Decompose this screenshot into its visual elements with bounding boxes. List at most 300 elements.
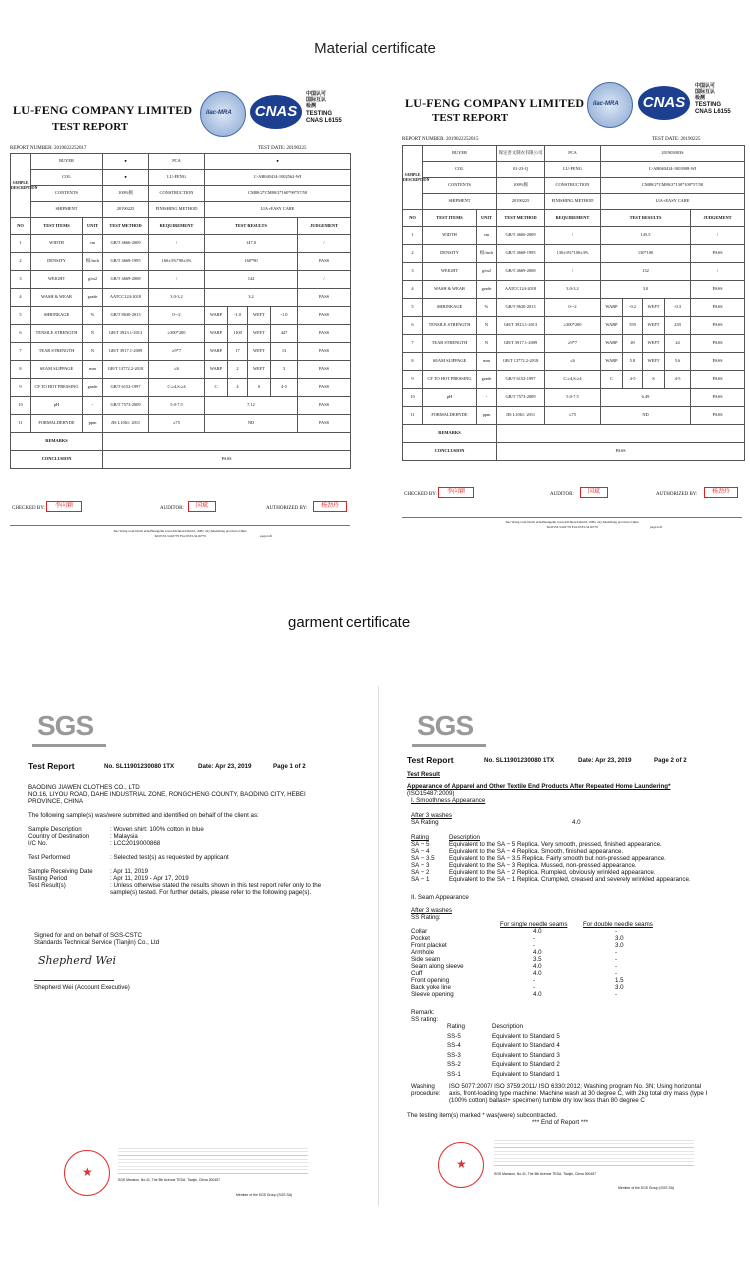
info-value: : Woven shirt: 100% cotton in blue: [110, 826, 204, 833]
row-test-item: TENSILE STRENGTH: [31, 325, 83, 343]
construction-value: CM80/2*CM80/2*130*100*57/58: [601, 178, 745, 194]
info-value: : Unless otherwise stated the results shown in this test report refer only to the: [110, 882, 322, 889]
test-results-header: TEST RESULTS: [601, 210, 691, 227]
row-judgement: PASS: [298, 253, 351, 271]
row-result: 7.12: [205, 397, 298, 415]
row-unit: N: [83, 343, 103, 361]
seam-double-value: 3.0: [615, 935, 624, 942]
row-no: 11: [11, 415, 31, 433]
info-key: Sample Description: [28, 826, 82, 833]
contents-value: 100%棉: [103, 186, 149, 202]
row-test-item: SHRINKAGE: [423, 299, 477, 317]
row-requirement: 5.0-7.5: [545, 389, 601, 407]
row-test-item: SEAM SLIPPAGE: [423, 353, 477, 371]
requirement-header: REQUIREMENT: [149, 218, 205, 235]
row-result: 3.0: [601, 281, 691, 299]
conclusion-label: CONCLUSION: [403, 443, 497, 461]
table-row: [403, 263, 745, 281]
row-no: 5: [403, 299, 423, 317]
row-test-item: TEAR STRENGTH: [423, 335, 477, 353]
seam-single-value: 4.0: [533, 949, 542, 956]
fine-print: [494, 1140, 694, 1166]
row-requirement: ≥300*200: [545, 317, 601, 335]
shipment-label: SHIPMENT: [423, 194, 497, 210]
conclusion-value: PASS: [497, 443, 745, 461]
row-judgement: /: [298, 235, 351, 253]
row-result: ND: [205, 415, 298, 433]
checked-by-label: CHECKED BY:: [404, 492, 437, 497]
auditor-label: AUDITOR:: [160, 506, 184, 511]
row-test-item: SHRINKAGE: [31, 307, 83, 325]
row-result-part: 559: [623, 317, 643, 335]
row-requirement: ≤75: [545, 407, 601, 425]
test-items-header: TEST ITEMS: [423, 210, 477, 227]
section-smoothness: I. Smoothness Appearance: [411, 797, 486, 804]
row-no: 7: [11, 343, 31, 361]
row-judgement: PASS: [691, 245, 745, 263]
row-judgement: PASS: [298, 325, 351, 343]
row-result-part: 4: [228, 379, 248, 397]
seam-single-value: -: [533, 935, 536, 942]
row-result-part: 1100: [228, 325, 248, 343]
row-no: 10: [11, 397, 31, 415]
row-unit: mm: [477, 353, 497, 371]
row-result-part: WARP: [205, 343, 228, 361]
row-result-part: 447: [271, 325, 298, 343]
sa-description: Equivalent to the SA − 4 Replica. Smooth, finished appearance.: [449, 848, 624, 855]
intro-text: The following sample(s) was/were submitted and identified on behalf of the client as:: [28, 812, 259, 819]
row-result-part: WARP: [601, 299, 623, 317]
requirement-header: REQUIREMENT: [545, 210, 601, 227]
client-address-line-2: PROVINCE, CHINA: [28, 798, 84, 805]
judgement-header: JUDGEMENT: [691, 210, 745, 227]
row-test-item: FORMALDEHYDE: [31, 415, 83, 433]
judgement-header: JUDGEMENT: [298, 218, 351, 235]
row-judgement: PASS: [298, 379, 351, 397]
sgs-logo: SGS: [417, 710, 474, 741]
ss-rating: SS-1: [447, 1070, 461, 1078]
row-method: GB/T 7573-2009: [497, 389, 545, 407]
row-requirement: ≤75: [149, 415, 205, 433]
footer-address: SGS Mansion, No.41, The 5th Avenue TEDA, Tianjin, China 300457: [118, 1178, 220, 1182]
seam-double-value: -: [615, 970, 618, 977]
subcontract-note: The testing item(s) marked * was(were) subcontracted.: [407, 1112, 558, 1119]
row-test-item: CF TO HOT PRESSING: [31, 379, 83, 397]
sa-rating-label: SA Rating: [411, 819, 439, 826]
test-items-header: TEST ITEMS: [31, 218, 83, 235]
sample-description-label: SAMPLE DESCRIPTION: [11, 154, 31, 218]
row-requirement: 3.0-3.2: [545, 281, 601, 299]
row-result-part: -1.0: [271, 307, 298, 325]
cert-en-label: TESTING CNAS L6155: [306, 111, 342, 124]
signer-name: Shepherd Wei (Account Executive): [34, 984, 130, 991]
row-test-item: DENSITY: [31, 253, 83, 271]
row-requirement: /: [149, 271, 205, 289]
row-result-part: -0.3: [665, 299, 691, 317]
row-judgement: /: [298, 271, 351, 289]
row-result-part: S: [248, 379, 271, 397]
sa-rating: SA − 4: [411, 848, 430, 855]
ss-rating-sub-label: SS rating:: [411, 1016, 439, 1023]
remarks-value: [497, 425, 745, 443]
row-test-item: TEAR STRENGTH: [31, 343, 83, 361]
info-key: Test Result(s): [28, 882, 66, 889]
row-result-part: 4-5: [623, 371, 643, 389]
report-date: Date: Apr 23, 2019: [578, 757, 632, 764]
construction-value: CM80/2*CM80/2*160*90*57/58: [205, 186, 351, 202]
row-requirement: 130±3%*100±3%: [545, 245, 601, 263]
row-result-part: 3: [271, 361, 298, 379]
row-judgement: PASS: [691, 389, 745, 407]
lufeng-value: C-AB040414-1002562-WI: [205, 170, 351, 186]
row-result-part: 13: [271, 343, 298, 361]
row-unit: grade: [477, 281, 497, 299]
finishing-label: FINISHING METHOD: [149, 202, 205, 218]
row-result-part: WARP: [601, 353, 623, 371]
row-result: 3.2: [205, 289, 298, 307]
row-result-part: WARP: [205, 361, 228, 379]
description-header: Description: [449, 834, 480, 841]
row-result-part: WEFT: [643, 335, 665, 353]
conclusion-value: PASS: [103, 451, 351, 469]
row-judgement: PASS: [298, 343, 351, 361]
info-value: : Apr 11, 2019: [110, 868, 149, 875]
ilac-mra-logo: ilac-MRA: [587, 82, 633, 128]
table-row: [11, 253, 351, 271]
ss-description: Equivalent to Standard 2: [492, 1061, 560, 1068]
washing-line-3: (100% cotton) ballast+ specimen) tumble dry low less than 80 degree C: [449, 1097, 645, 1104]
row-judgement: PASS: [691, 371, 745, 389]
col-value: 01-23-Q: [497, 162, 545, 178]
construction-label: CONSTRUCTION: [545, 178, 601, 194]
row-method: AATCC124-2018: [497, 281, 545, 299]
seam-double-value: 1.5: [615, 977, 624, 984]
contents-label: CONTENTS: [31, 186, 103, 202]
row-no: 10: [403, 389, 423, 407]
seam-single-value: 3.5: [533, 956, 542, 963]
seam-name: Back yoke line: [411, 984, 451, 991]
row-method: GB/T 3917.1-2009: [103, 343, 149, 361]
sa-description: Equivalent to the SA − 3.5 Replica. Fairly smooth but non-pressed appearance.: [449, 855, 666, 862]
unit-header: UNIT: [477, 210, 497, 227]
shipment-value: 20190225: [103, 202, 149, 218]
member-note: Member of the SGS Group (SGS SA): [236, 1193, 293, 1197]
finishing-value: LIA+EASY CARE: [601, 194, 745, 210]
col-value: ●: [103, 170, 149, 186]
ss-rating: Rating: [447, 1023, 465, 1030]
iso-standard: (ISO15487:2009): [407, 790, 455, 797]
seam-name: Pocket: [411, 935, 430, 942]
row-requirement: ≥300*200: [149, 325, 205, 343]
sgs-seal: ★: [64, 1150, 110, 1196]
row-method: GB/T 7573-2009: [103, 397, 149, 415]
table-row: [11, 361, 351, 379]
row-unit: grade: [477, 371, 497, 389]
seam-double-value: -: [615, 991, 618, 998]
page-number: page1of1: [260, 534, 273, 538]
row-result: 145.5: [601, 227, 691, 245]
sa-description: Equivalent to the SA − 2 Replica. Rumpled, obviously wrinkled appearance.: [449, 869, 656, 876]
sgs-logo: SGS: [37, 710, 94, 741]
no-header: NO: [11, 218, 31, 235]
cnas-logo: CNAS: [250, 95, 302, 129]
row-judgement: PASS: [298, 361, 351, 379]
pca-value: ●: [205, 154, 351, 170]
info-value: sample(s) tested. For further details, please refer to the following page(s).: [110, 889, 312, 896]
row-requirement: ≤6: [545, 353, 601, 371]
row-requirement: ≥9*7: [545, 335, 601, 353]
row-test-item: WASH & WEAR: [31, 289, 83, 307]
table-row: [11, 271, 351, 289]
row-unit: 根/inch: [477, 245, 497, 263]
row-result: 142: [205, 271, 298, 289]
row-unit: N: [477, 317, 497, 335]
remarks-value: [103, 433, 351, 451]
sa-rating-value: 4.0: [572, 819, 581, 826]
ilac-mra-logo: ilac-MRA: [200, 91, 246, 137]
table-row: [403, 407, 745, 425]
row-no: 2: [11, 253, 31, 271]
row-result-part: 5.6: [665, 353, 691, 371]
col-label: COL: [423, 162, 497, 178]
row-no: 11: [403, 407, 423, 425]
cert-cn-label: 中国认可 国际互认 检测: [695, 83, 716, 101]
finishing-value: LIA+EASY CARE: [205, 202, 351, 218]
sgs-report-page-2: [402, 710, 746, 1210]
sgs-seal: ★: [438, 1142, 484, 1188]
row-no: 8: [403, 353, 423, 371]
washing-label-2: procedure:: [411, 1090, 441, 1097]
row-no: 6: [403, 317, 423, 335]
row-unit: ppm: [83, 415, 103, 433]
row-no: 1: [11, 235, 31, 253]
row-unit: grade: [83, 289, 103, 307]
appearance-title: Appearance of Apparel and Other Textile End Products After Repeated Home Laundering*: [407, 783, 671, 790]
cert-cn-label: 中国认可 国际互认 检测: [306, 91, 327, 109]
row-unit: -: [477, 389, 497, 407]
row-method: GB/T 4669-2008: [497, 263, 545, 281]
row-judgement: PASS: [298, 307, 351, 325]
seam-double-value: 3.0: [615, 984, 624, 991]
ss-rating: SS-2: [447, 1061, 461, 1068]
row-requirement: 3.0-3.2: [149, 289, 205, 307]
test-table: [402, 145, 745, 461]
row-requirement: 160±3%*90±3%: [149, 253, 205, 271]
row-method: JIS L1061: 2011: [497, 407, 545, 425]
row-requirement: C:≥4,S:≥4: [149, 379, 205, 397]
ss-rating-label: SS Rating:: [411, 914, 441, 921]
conclusion-label: CONCLUSION: [11, 451, 103, 469]
row-result-part: WARP: [601, 317, 623, 335]
auditor-signature: 国斌: [188, 501, 216, 512]
signature: Shepherd Wei: [38, 954, 116, 967]
row-no: 5: [11, 307, 31, 325]
row-unit: grade: [83, 379, 103, 397]
footer-address: SGS Mansion, No.41, The 5th Avenue TEDA, Tianjin, China 300457: [494, 1172, 596, 1176]
row-method: GB/T 4666-2009: [497, 227, 545, 245]
footer-address: Jiao Wang road,North side,Huangzhu town,ZiChuan District, ZiBo city,ShanDong province,China: [505, 520, 639, 524]
seam-name: Seam along sleeve: [411, 963, 464, 970]
buyer-label: BUYER: [423, 146, 497, 162]
seam-name: Armhole: [411, 949, 435, 956]
row-method: GB/T 3917.1-2009: [497, 335, 545, 353]
sa-rating: SA − 2: [411, 869, 430, 876]
table-row: [403, 371, 745, 389]
row-method: GB/T 13772.2-2018: [497, 353, 545, 371]
footer-phone: Tel:0533-5416770 Fax:0533-5416770: [154, 534, 206, 538]
table-row: [403, 227, 745, 245]
row-result-part: WEFT: [248, 325, 271, 343]
row-result-part: -1.0: [228, 307, 248, 325]
row-judgement: PASS: [691, 407, 745, 425]
seam-single-value: -: [533, 984, 536, 991]
sa-rating: SA − 3: [411, 862, 430, 869]
row-unit: -: [83, 397, 103, 415]
table-row: [403, 299, 745, 317]
row-result-part: 24: [665, 335, 691, 353]
row-result-part: WEFT: [248, 343, 271, 361]
seam-double-value: -: [615, 949, 618, 956]
buyer-value: 保定善文制衣有限公司: [497, 146, 545, 162]
row-judgement: /: [691, 227, 745, 245]
row-result-part: WARP: [601, 335, 623, 353]
sa-description: Equivalent to the SA − 1 Replica. Crumpled, creased and severely wrinkled appearance.: [449, 876, 691, 883]
row-requirement: ≤6: [149, 361, 205, 379]
seam-single-value: 4.0: [533, 991, 542, 998]
row-result-part: WEFT: [643, 299, 665, 317]
row-requirement: C:≥4,S:≥4: [545, 371, 601, 389]
row-judgement: PASS: [691, 299, 745, 317]
seam-single-value: 4.0: [533, 970, 542, 977]
seam-name: Collar: [411, 928, 428, 935]
ss-description: Description: [492, 1023, 523, 1030]
table-row: [11, 397, 351, 415]
row-judgement: PASS: [298, 289, 351, 307]
single-needle-header: For single needle seams: [500, 921, 568, 928]
row-unit: cm: [83, 235, 103, 253]
footer-phone: Tel:0533-5416770 Fax:0533-5416770: [546, 525, 598, 529]
test-table: [10, 153, 351, 469]
auditor-label: AUDITOR:: [550, 492, 574, 497]
report-number: No. SL11901230080 1TX: [104, 763, 175, 770]
row-no: 4: [11, 289, 31, 307]
row-method: GB/T 3923.1-2013: [103, 325, 149, 343]
row-no: 3: [11, 271, 31, 289]
row-test-item: CF TO HOT PRESSING: [423, 371, 477, 389]
row-unit: g/m2: [477, 263, 497, 281]
row-result: 160*90: [205, 253, 298, 271]
report-title: Test Report: [407, 755, 454, 765]
row-requirement: 0~-2: [149, 307, 205, 325]
table-row: [11, 235, 351, 253]
row-result: ND: [601, 407, 691, 425]
row-requirement: /: [545, 263, 601, 281]
heading-garment: garment: [288, 614, 344, 631]
row-judgement: PASS: [298, 397, 351, 415]
info-key: Country of Destination: [28, 833, 90, 840]
material-report-left: [10, 85, 360, 545]
checked-by-signature: 李向颖: [46, 501, 82, 512]
contents-label: CONTENTS: [423, 178, 497, 194]
row-result-part: -0.2: [623, 299, 643, 317]
ss-rating: SS-5: [447, 1032, 461, 1040]
row-method: JIS L1061: 2011: [103, 415, 149, 433]
material-report-right: [402, 80, 747, 530]
row-requirement: 5.0-7.5: [149, 397, 205, 415]
info-key: Test Performed: [28, 854, 70, 861]
test-method-header: TEST METHOD: [497, 210, 545, 227]
section-seam: II. Seam Appearance: [411, 894, 469, 901]
report-number: No. SL11901230080 1TX: [484, 757, 555, 764]
row-no: 8: [11, 361, 31, 379]
after-washes-2: After 3 washes: [411, 907, 452, 914]
heading-certificate: certificate: [346, 614, 411, 631]
footer-address: Jiao Wang road,North side,Huangzhu town,ZiChuan District, ZiBo city,ShanDong province,China: [113, 529, 247, 533]
signed-line-2: Standards Technical Service (Tianjin) Co., Ltd: [34, 939, 160, 946]
row-unit: %: [477, 299, 497, 317]
row-unit: %: [83, 307, 103, 325]
info-value: : Apr 11, 2019 - Apr 17, 2019: [110, 875, 189, 882]
sa-rating: SA − 5: [411, 841, 430, 848]
row-method: GB/T 8630-2013: [497, 299, 545, 317]
seam-single-value: -: [533, 942, 536, 949]
row-result: 6.49: [601, 389, 691, 407]
row-test-item: SEAM SLIPPAGE: [31, 361, 83, 379]
row-test-item: pH: [31, 397, 83, 415]
remark-label: Remark:: [411, 1009, 435, 1016]
ss-rating: SS-3: [447, 1051, 461, 1059]
row-no: 9: [403, 371, 423, 389]
row-method: GB/T 13772.2-2018: [103, 361, 149, 379]
report-title: TEST REPORT: [52, 121, 129, 133]
buyer-label: BUYER: [31, 154, 103, 170]
seam-name: Sleeve opening: [411, 991, 454, 998]
shipment-label: SHIPMENT: [31, 202, 103, 218]
row-method: GB/T 4668-1995: [497, 245, 545, 263]
row-requirement: /: [149, 235, 205, 253]
buyer-value: ●: [103, 154, 149, 170]
remarks-label: REMARKS: [11, 433, 103, 451]
signed-line-1: Signed for and on behalf of SGS-CSTC: [34, 932, 142, 939]
double-needle-header: For double needle seams: [583, 921, 653, 928]
test-result-label: Test Result: [407, 771, 440, 778]
row-test-item: WIDTH: [423, 227, 477, 245]
row-no: 3: [403, 263, 423, 281]
row-no: 1: [403, 227, 423, 245]
table-row: [11, 415, 351, 433]
row-no: 6: [11, 325, 31, 343]
col-label: COL: [31, 170, 103, 186]
row-unit: 根/inch: [83, 253, 103, 271]
no-header: NO: [403, 210, 423, 227]
end-of-report: *** End of Report ***: [532, 1119, 589, 1126]
page-number: Page 2 of 2: [654, 757, 687, 764]
test-method-header: TEST METHOD: [103, 218, 149, 235]
row-test-item: WEIGHT: [423, 263, 477, 281]
table-row: [11, 325, 351, 343]
seam-single-value: 4.0: [533, 963, 542, 970]
row-result: 132: [601, 263, 691, 281]
fine-print: [118, 1148, 308, 1174]
client-address-line-1: NO.16, LIYOU ROAD, DAHE INDUSTRIAL ZONE, RONGCHENG COUNTY, BAODING CITY, HEBEI: [28, 791, 306, 798]
table-row: [403, 353, 745, 371]
page-number: Page 1 of 2: [273, 763, 306, 770]
company-name: LU-FENG COMPANY LIMITED: [405, 96, 585, 110]
row-method: GB/T 4669-2008: [103, 271, 149, 289]
table-row: [11, 379, 351, 397]
row-no: 4: [403, 281, 423, 299]
page-number: page1of1: [650, 525, 663, 529]
